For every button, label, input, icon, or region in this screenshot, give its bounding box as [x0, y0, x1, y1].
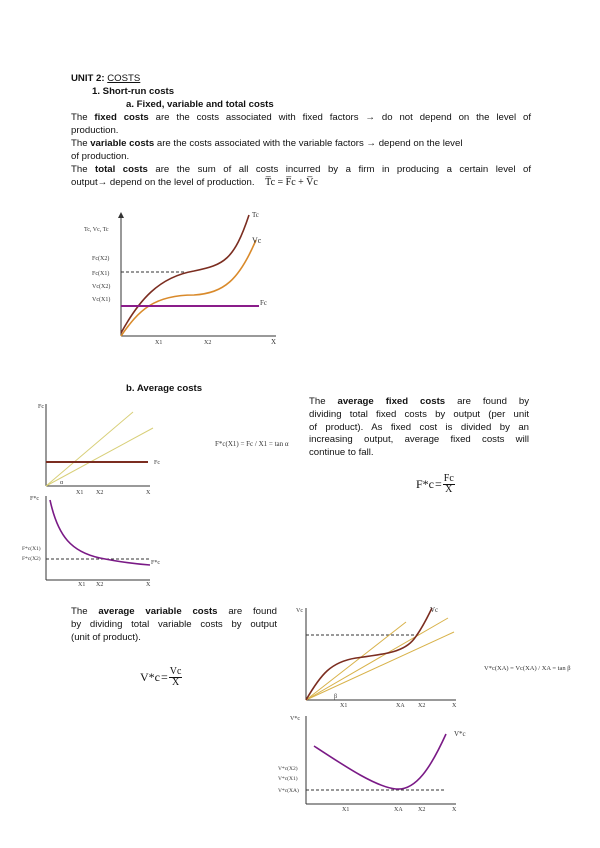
g5-ytick-3: V*c(XA)	[278, 788, 299, 794]
avc-line-1	[71, 606, 277, 619]
total-rest: are the sum of all costs incurred by a firm in producing a certain level of	[147, 164, 531, 175]
avc-side-formula: V*c(XA) = Vc(XA) / XA = tan β	[484, 665, 571, 672]
g2-fixed-label: Fc	[154, 460, 160, 466]
g3-ytick-1: F*c(X1)	[22, 546, 41, 552]
g1-fixed-label: Fc	[260, 299, 267, 307]
unit-title: COSTS	[107, 73, 141, 84]
avc-term: average variable costs	[98, 606, 218, 617]
subsection-a-title: a. Fixed, variable and total costs	[126, 99, 274, 110]
g4-vc-curve	[306, 608, 432, 700]
afc-line-2: dividing total fixed costs by output (per unit	[309, 408, 529, 420]
section-1-title: 1. Short-run costs	[92, 86, 175, 97]
total-costs-term: total costs	[95, 164, 148, 175]
g5-ytick-1: V*c(X2)	[278, 766, 298, 772]
g5-y-label: V*c	[290, 716, 300, 722]
g5-avc-curve	[314, 734, 446, 789]
afc-formula	[416, 474, 455, 495]
afc-formula-den: X	[445, 484, 453, 495]
g2-xtick-2: X2	[96, 490, 104, 496]
g3-y-label: F*c	[30, 496, 39, 502]
g3-xtick-1: X1	[78, 582, 86, 588]
g4-xtick-1: X1	[340, 703, 348, 709]
g1-ytick-4: Vc(X1)	[92, 297, 111, 303]
g1-total-cost-curve	[121, 215, 249, 333]
subsection-a-heading	[126, 99, 586, 112]
afc-post: are found by	[445, 396, 529, 407]
g1-ytick-1: Fc(X2)	[92, 256, 110, 262]
total-pre: The	[71, 164, 96, 175]
g2-alpha: α	[60, 480, 64, 486]
g5-x-label: X	[452, 807, 457, 813]
afc-pre: The	[309, 396, 338, 407]
g2-y-label: Fc	[38, 404, 44, 410]
graph-total-costs	[84, 205, 304, 345]
avc-line-3: (unit of product).	[71, 631, 141, 643]
afc-side-formula: F*c(X1) = Fc / X1 = tan α	[215, 440, 289, 448]
graph-variable-costs-rays	[296, 604, 466, 708]
g1-ytick-2: Fc(X1)	[92, 271, 110, 277]
avc-formula-fraction	[169, 667, 183, 688]
avc-formula-den: X	[172, 677, 180, 688]
g4-beta: β	[334, 694, 338, 700]
afc-line-4: increasing output, average fixed costs will	[309, 434, 529, 446]
unit-heading	[71, 73, 531, 86]
g5-curve-label: V*c	[454, 730, 466, 738]
variable-costs-line-1	[71, 138, 531, 151]
avc-formula-equals: =	[161, 670, 168, 684]
g2-x-label: X	[146, 490, 151, 496]
g2-ray-2	[46, 428, 153, 486]
afc-formula-equals: =	[435, 477, 442, 491]
fixed-pre: The	[71, 112, 95, 123]
g2-ray-1	[46, 412, 133, 486]
unit-label: UNIT 2:	[71, 73, 105, 84]
g3-x-label: X	[146, 582, 151, 588]
g1-ytick-3: Vc(X2)	[92, 284, 111, 290]
avc-formula-num: Vc	[169, 666, 182, 677]
g4-xtick-2: XA	[396, 703, 405, 709]
afc-formula-fraction	[443, 474, 455, 495]
g5-xtick-1: X1	[342, 807, 350, 813]
avc-post: are found	[217, 606, 277, 617]
graph-average-fixed-costs	[20, 492, 170, 587]
total-costs-formula: T̅c = F̅c + V̅c	[265, 177, 318, 188]
g4-xtick-3: X2	[418, 703, 426, 709]
fixed-costs-line-2: production.	[71, 125, 119, 136]
g3-xtick-2: X2	[96, 582, 104, 588]
section-heading	[92, 86, 552, 99]
g4-x-label: X	[452, 703, 457, 709]
graph-average-variable-costs	[276, 712, 486, 812]
subsection-b-title: b. Average costs	[126, 383, 203, 394]
g1-xtick-1: X1	[155, 340, 163, 346]
total-l2: output→ depend on the level of production.	[71, 177, 255, 188]
variable-costs-term: variable costs	[90, 138, 155, 149]
afc-term: average fixed costs	[337, 396, 446, 407]
var-pre: The	[71, 138, 91, 149]
total-costs-line-2	[71, 177, 531, 190]
g1-x-label: X	[271, 338, 277, 346]
avc-formula-lhs: V*c	[140, 670, 160, 684]
afc-formula-num: Fc	[443, 473, 454, 484]
avc-pre: The	[71, 606, 99, 617]
g4-ray-2	[306, 618, 448, 700]
g3-afc-curve	[50, 500, 150, 565]
g2-xtick-1: X1	[76, 490, 84, 496]
g4-y-label: Vc	[296, 608, 303, 614]
variable-costs-line-2: of production.	[71, 151, 130, 162]
g5-xtick-2: XA	[394, 807, 403, 813]
total-costs-line-1	[71, 164, 531, 177]
g1-variable-cost-curve	[121, 240, 256, 336]
fixed-costs-line-1	[71, 112, 531, 125]
afc-paragraph	[309, 396, 529, 460]
avc-paragraph	[71, 606, 277, 644]
var-rest: are the costs associated with the variable factors → depend on the level	[154, 138, 463, 149]
avc-line-2: by dividing total variable costs by output	[71, 618, 277, 630]
g3-curve-label: F*c	[151, 560, 160, 566]
g1-total-label: Tc	[252, 211, 259, 219]
fixed-costs-term: fixed costs	[94, 112, 149, 123]
afc-line-3: of product). As fixed cost is divided by an	[309, 421, 529, 433]
g5-ytick-2: V*c(X1)	[278, 776, 298, 782]
afc-formula-lhs: F*c	[416, 477, 434, 491]
afc-line-1	[309, 396, 529, 409]
graph-fixed-costs-rays	[28, 400, 168, 496]
g1-y-label: Tc, Vc, Tc	[84, 227, 109, 233]
fixed-rest: are the costs associated with fixed factors → do not depend on the level of	[148, 112, 531, 123]
avc-formula	[140, 667, 182, 688]
subsection-b-heading	[126, 383, 586, 396]
g5-xtick-3: X2	[418, 807, 426, 813]
g4-curve-label: Vc	[430, 606, 439, 614]
g1-variable-label: Vc	[252, 236, 262, 245]
afc-line-5: continue to fall.	[309, 447, 374, 459]
g3-ytick-2: F*c(X2)	[22, 556, 41, 562]
g1-xtick-2: X2	[204, 340, 212, 346]
